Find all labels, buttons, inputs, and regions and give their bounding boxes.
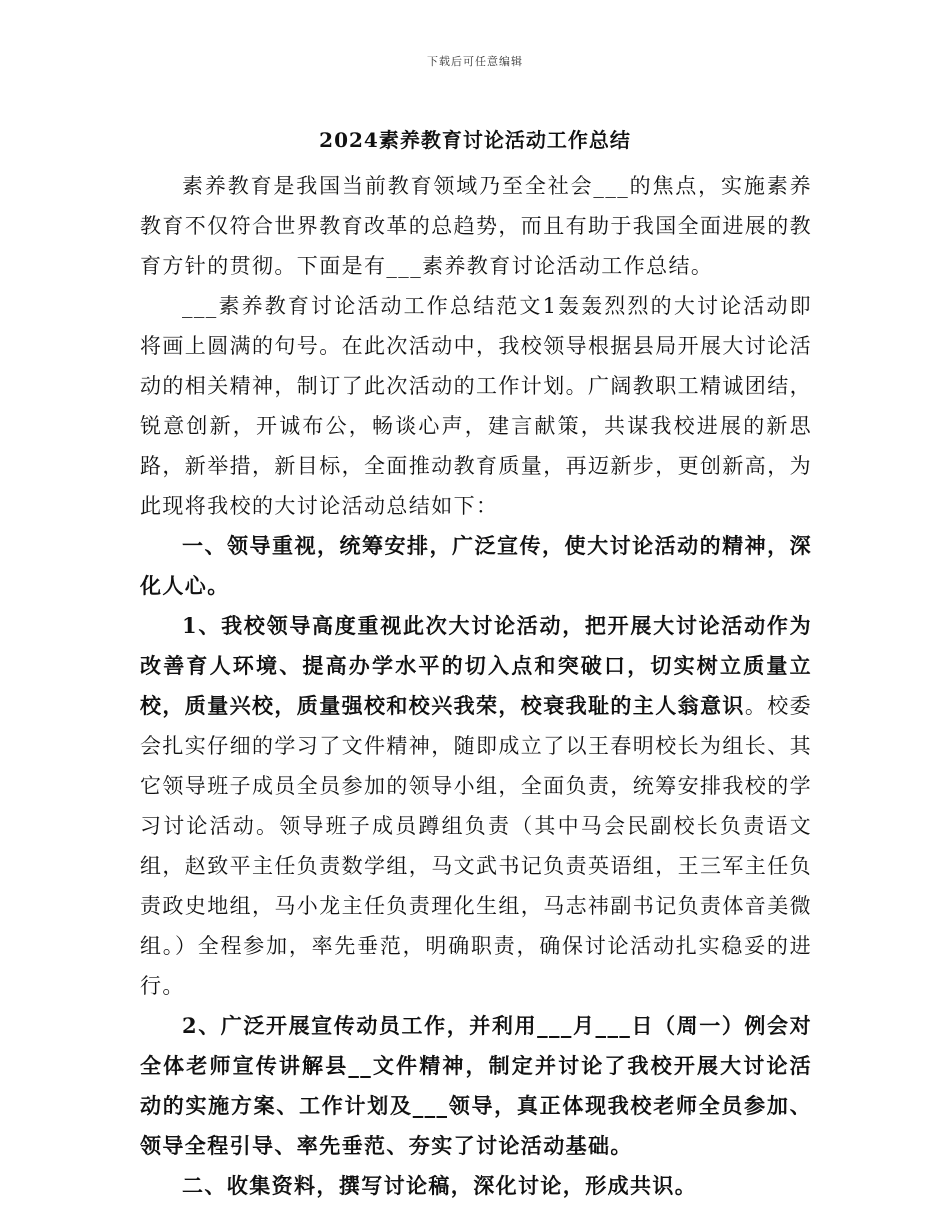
section-heading-1: 一、领导重视，统筹安排，广泛宣传，使大讨论活动的精神，深化人心。 [140,533,812,598]
paragraph-item-1-detail: 。校委会扎实仔细的学习了文件精神，随即成立了以王春明校长为组长、其它领导班子成员全员参加的领导小组，全面负责，统筹安排我校的学习讨论活动。领导班子成员蹲组负责（其中马会民副校长负责语文组，赵致平主任负责数学组，马文武书记负责英语组，王三军主任负责政史地组，马小龙主任负责理化生组，马志祎副书记负责体音美微组。）全程参加，率先垂范，明确职责，确保讨论活动扎实稳妥的进行。 [140,694,813,998]
header-note: 下载后可任意编辑 [427,55,523,68]
paragraph-item-1-emphasis: 1、我校领导高度重视此次大讨论活动，把开展大讨论活动作为改善育人环境、提高办学水平的切入点和突破口，切实树立质量立校，质量兴校，质量强校和校兴我荣，校衰我耻的主人翁意识 [140,613,812,718]
paragraph-summary-opening: ___素养教育讨论活动工作总结范文1轰轰烈烈的大讨论活动即将画上圆满的句号。在此次活动中，我校领导根据县局开展大讨论活动的相关精神，制订了此次活动的工作计划。广阔教职工精诚团结，锐意创新，开诚布公，畅谈心声，建言献策，共谋我校进展的新思路，新举措，新目标，全面推动教育质量，再迈新步，更创新高，为此现将我校的大讨论活动总结如下： [140,294,812,518]
paragraph-item-1 [140,606,812,1006]
paragraph-intro: 素养教育是我国当前教育领域乃至全社会___的焦点，实施素养教育不仅符合世界教育改革的总趋势，而且有助于我国全面进展的教育方针的贯彻。下面是有___素养教育讨论活动工作总结。 [140,174,812,278]
paragraph-item-2: 2、广泛开展宣传动员工作，并利用___月___日（周一）例会对全体老师宣传讲解县__文件精神，制定并讨论了我校开展大讨论活动的实施方案、工作计划及___领导，真正体现我校老师全员参加、领导全程引导、率先垂范、夯实了讨论活动基础。 [140,1013,812,1158]
document-title: 2024素养教育讨论活动工作总结 [319,128,631,152]
document-body [140,166,812,1206]
section-heading-2: 二、收集资料，撰写讨论稿，深化讨论，形成共识。 [182,1173,698,1198]
